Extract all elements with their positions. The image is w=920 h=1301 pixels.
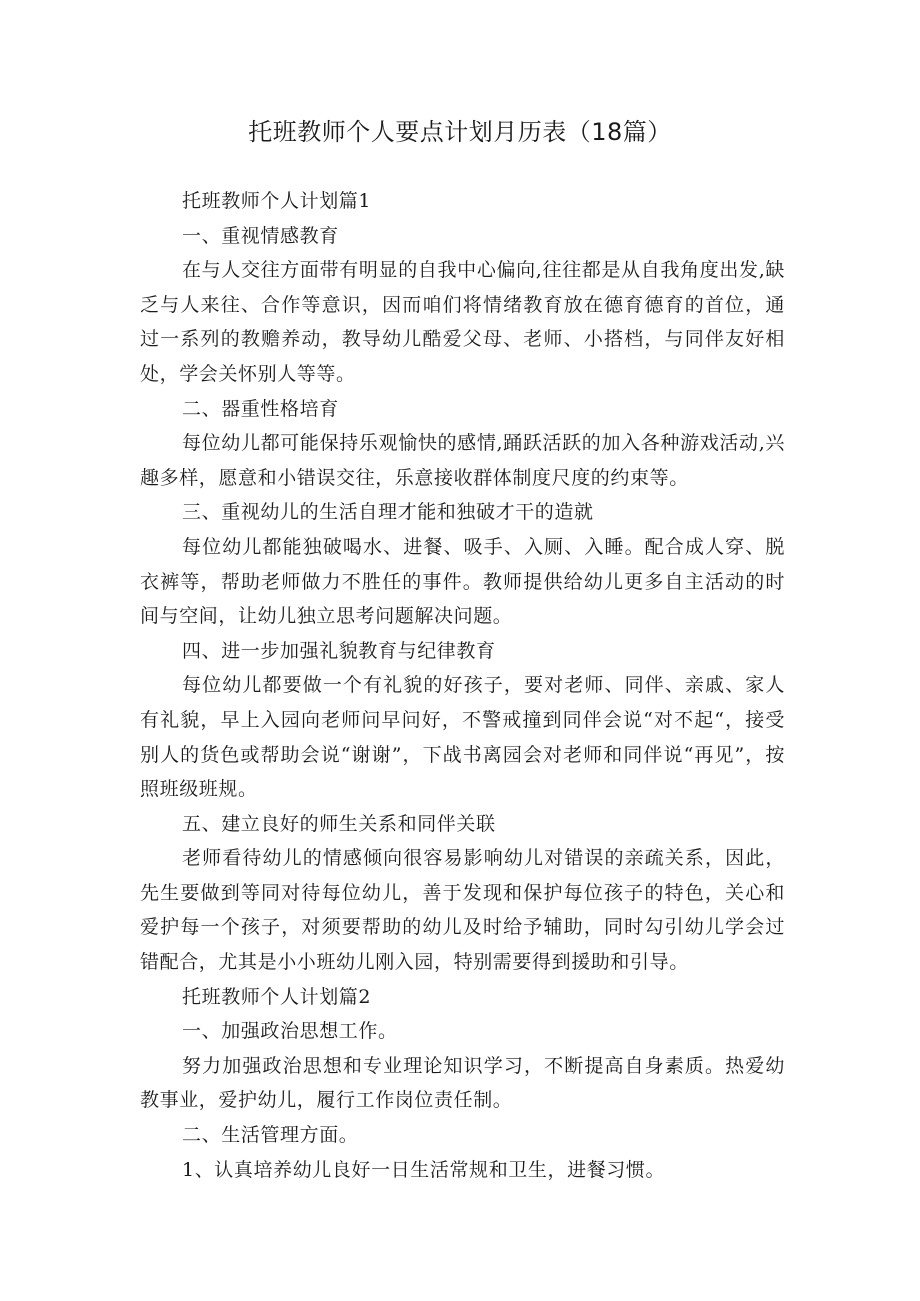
subsection-heading: 一、重视情感教育 [182,224,339,247]
body-paragraph: 1、认真培养幼儿良好一日生活常规和卫生，进餐习惯。 [182,1158,666,1181]
subsection-heading: 四、进一步加强礼貌教育与纪律教育 [182,639,496,662]
body-paragraph: 老师看待幼儿的情感倾向很容易影响幼儿对错误的亲疏关系，因此，先生要做到等同对待每位幼儿，善于发现和保护每位孩子的特色，关心和爱护每一个孩子，对须要帮助的幼儿及时给予辅助，同时勾引幼儿学会过错配合，尤其是小小班幼儿刚入园，特别需要得到援助和引导。 [140,847,785,974]
body-paragraph: 每位幼儿都能独破喝水、进餐、吸手、入厕、入睡。配合成人穿、脱衣裤等，帮助老师做力不胜任的事件。教师提供给幼儿更多自主活动的时间与空间，让幼儿独立思考问题解决问题。 [140,535,785,628]
body-paragraph: 努力加强政治思想和专业理论知识学习，不断提高自身素质。热爱幼教事业，爱护幼儿，履行工作岗位责任制。 [140,1054,785,1112]
section-heading: 托班教师个人计划篇1 [182,190,372,212]
subsection-heading: 二、生活管理方面。 [182,1124,359,1147]
body-paragraph: 每位幼儿都可能保持乐观愉快的感情,踊跃活跃的加入各种游戏活动,兴趣多样，愿意和小错误交往，乐意接收群体制度尺度的约束等。 [140,432,785,489]
subsection-heading: 三、重视幼儿的生活自理才能和独破才干的造就 [182,501,594,524]
subsection-heading: 一、加强政治思想工作。 [182,1020,398,1043]
document-title: 托班教师个人要点计划月历表（18篇） [248,118,672,146]
subsection-heading: 二、器重性格培育 [182,397,339,420]
body-paragraph: 每位幼儿都要做一个有礼貌的好孩子，要对老师、同伴、亲戚、家人有礼貌，早上入园向老师问早问好，不警戒撞到同伴会说“对不起“，接受别人的货色或帮助会说“谢谢”，下战书离园会对老师和同伴说“再见”，按照班级班规。 [140,674,785,801]
section-heading: 托班教师个人计划篇2 [182,985,372,1008]
body-paragraph: 在与人交往方面带有明显的自我中心偏向,往往都是从自我角度出发,缺乏与人来往、合作等意识，因而咱们将情绪教育放在德育德育的首位，通过一系列的教赡养动，教导幼儿酷爱父母、老师、小搭档，与同伴友好相处，学会关怀别人等等。 [140,259,785,385]
subsection-heading: 五、建立良好的师生关系和同伴关联 [182,812,496,835]
document-body [140,184,785,1187]
